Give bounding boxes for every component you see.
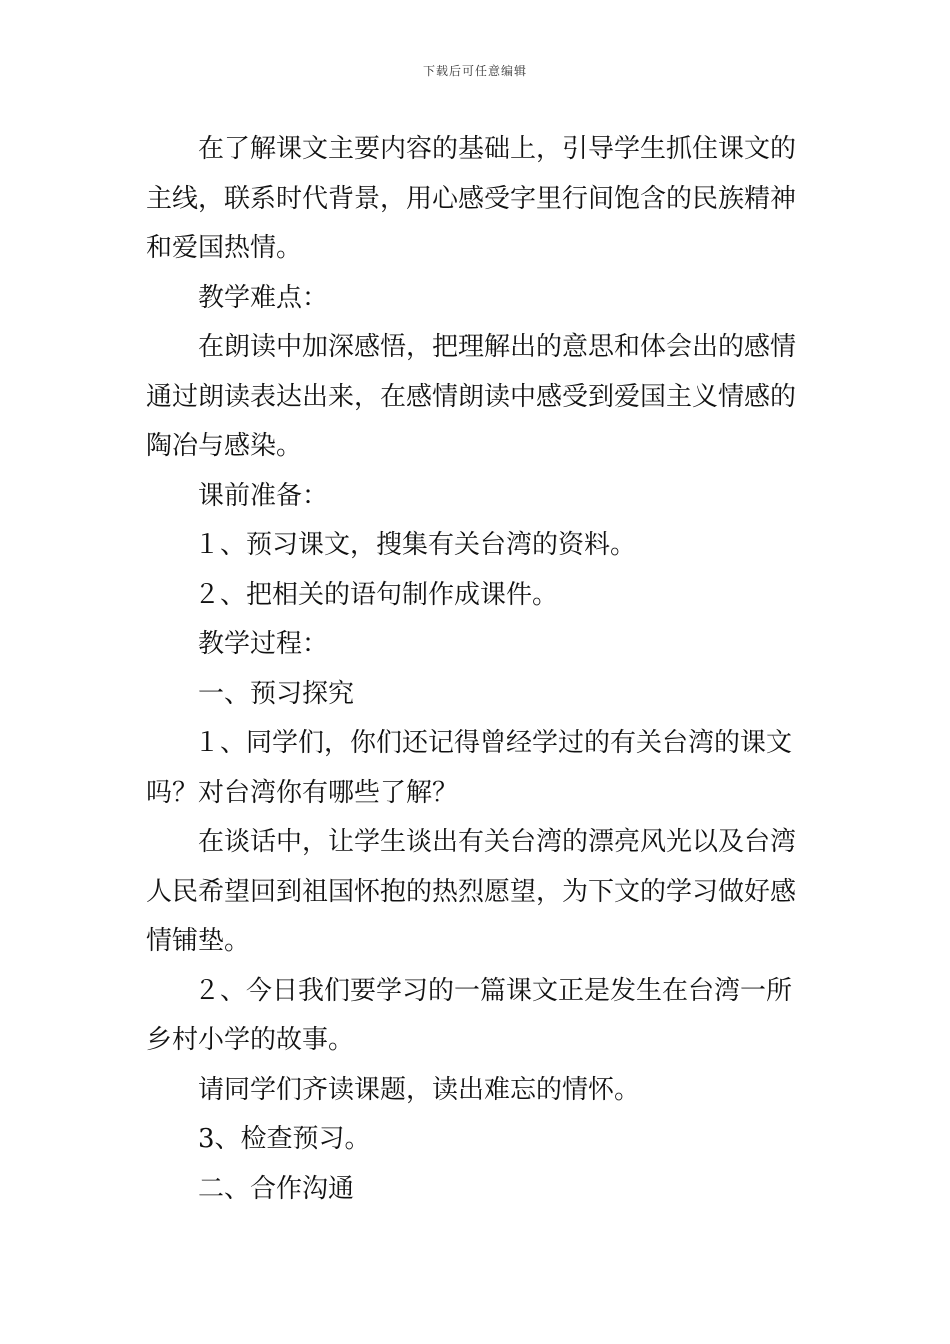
- heading-preview-explore: 一、预习探究: [198, 678, 355, 709]
- heading-preparation: 课前准备：: [198, 480, 329, 511]
- list-item-process-1: １、同学们，你们还记得曾经学过的有关台湾的课文吗？对台湾你有哪些了解？: [146, 728, 793, 808]
- heading-cooperation: 二、合作沟通: [198, 1173, 355, 1204]
- list-item-process-3: 3、检查预习。: [198, 1124, 371, 1154]
- paragraph-read-title: 请同学们齐读课题，读出难忘的情怀。: [198, 1074, 641, 1105]
- paragraph-difficulty: 在朗读中加深感悟，把理解出的意思和体会出的感情通过朗读表达出来，在感情朗读中感受到爱国主义情感的陶冶与感染。: [146, 332, 797, 461]
- list-item-process-2: ２、今日我们要学习的一篇课文正是发生在台湾一所乡村小学的故事。: [146, 975, 793, 1055]
- paragraph-focus: 在了解课文主要内容的基础上，引导学生抓住课文的主线，联系时代背景，用心感受字里行间饱含的民族精神和爱国热情。: [146, 134, 797, 263]
- page-header: 下载后可任意编辑: [422, 64, 527, 78]
- heading-teaching-process: 教学过程：: [198, 629, 329, 659]
- heading-teaching-difficulty: 教学难点：: [198, 282, 329, 313]
- list-item-preparation-1: １、预习课文，搜集有关台湾的资料。: [194, 530, 637, 560]
- paragraph-discussion: 在谈话中，让学生谈出有关台湾的漂亮风光以及台湾人民希望回到祖国怀抱的热烈愿望，为下文的学习做好感情铺垫。: [146, 827, 797, 956]
- list-item-preparation-2: ２、把相关的语句制作成课件。: [194, 579, 559, 610]
- document-body: [146, 125, 816, 1214]
